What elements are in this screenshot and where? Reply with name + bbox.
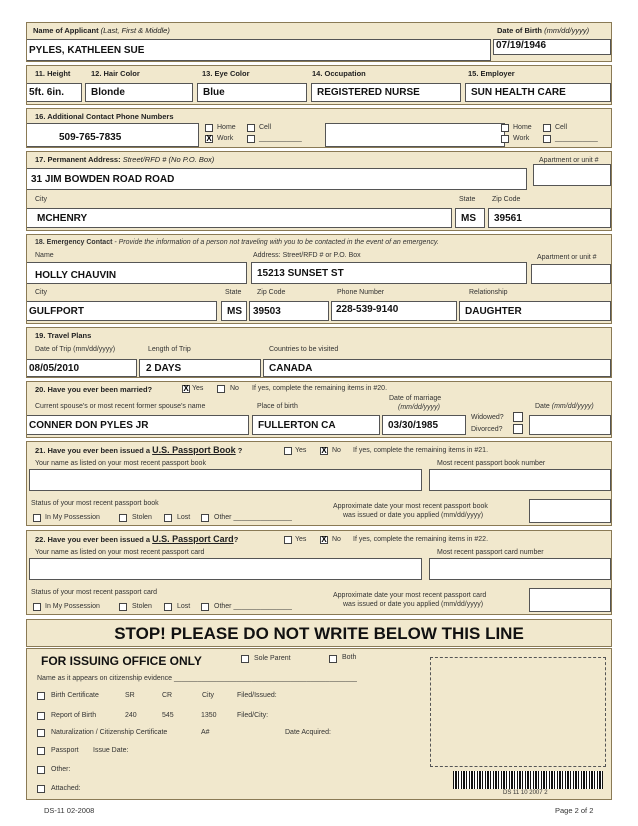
- divorce-date-label: Date (mm/dd/yyyy): [535, 403, 594, 410]
- photo-area: [430, 657, 606, 767]
- n240-label: 240: [125, 712, 137, 719]
- address-apt-field[interactable]: [533, 164, 611, 186]
- eye-label: 13. Eye Color: [202, 69, 250, 78]
- married-note: If yes, complete the remaining items in #20.: [252, 385, 388, 392]
- card-no-checkbox[interactable]: X: [321, 535, 327, 544]
- naturalization-checkbox[interactable]: [37, 729, 45, 737]
- widowed-label: Widowed?: [471, 414, 504, 421]
- book-yes-label: Yes: [295, 447, 307, 454]
- office-title: FOR ISSUING OFFICE ONLY: [41, 654, 202, 668]
- stop-text: STOP! PLEASE DO NOT WRITE BELOW THIS LINE: [114, 624, 524, 643]
- emergency-state-label: State: [225, 289, 242, 296]
- birthplace-field[interactable]: FULLERTON CA: [252, 415, 380, 435]
- emergency-apt-field[interactable]: [531, 264, 611, 284]
- address-zip-field[interactable]: 39561: [488, 208, 611, 228]
- divorce-date-field[interactable]: [529, 415, 611, 435]
- card-name-label: Your name as listed on your most recent passport card: [35, 549, 205, 556]
- marriage-date-label: Date of marriage: [389, 395, 442, 402]
- emergency-rel-label: Relationship: [469, 289, 508, 296]
- book-lost-checkbox[interactable]: [164, 514, 172, 522]
- both-label: Both: [342, 654, 357, 661]
- address-label: 17. Permanent Address: Street/RFD # (No P.O. Box): [35, 155, 215, 164]
- passport-book-section: [26, 441, 612, 526]
- travel-date-field[interactable]: 08/05/2010: [27, 359, 137, 377]
- travel-length-label: Length of Trip: [148, 346, 191, 353]
- report-birth-label: Report of Birth: [51, 712, 97, 719]
- card-note: If yes, complete the remaining items in #22.: [353, 536, 489, 543]
- dob-field[interactable]: 07/19/1946: [493, 39, 611, 55]
- emergency-phone-label: Phone Number: [337, 289, 385, 296]
- address-city-field[interactable]: MCHENRY: [27, 208, 452, 228]
- phone2-other-checkbox[interactable]: [543, 135, 551, 143]
- card-question: 22. Have you ever been issued a U.S. Passport Card?: [35, 534, 239, 544]
- book-date-field[interactable]: [529, 499, 611, 523]
- address-section: [26, 151, 612, 231]
- book-question: 21. Have you ever been issued a U.S. Passport Book ?: [35, 445, 243, 455]
- attached-checkbox[interactable]: [37, 785, 45, 793]
- other-checkbox[interactable]: [37, 766, 45, 774]
- card-other-label: Other _______________: [214, 603, 292, 610]
- eye-field[interactable]: Blue: [197, 83, 307, 102]
- emergency-address-label: Address: Street/RFD # or P.O. Box: [253, 252, 361, 259]
- address-city-label: City: [35, 196, 48, 203]
- date-acquired-label: Date Acquired:: [285, 729, 331, 736]
- form-number: DS-11 02-2008: [44, 806, 95, 815]
- book-other-label: Other _______________: [214, 514, 292, 521]
- report-birth-checkbox[interactable]: [37, 712, 45, 720]
- attached-label: Attached:: [51, 785, 81, 792]
- other-label: Other:: [51, 766, 71, 773]
- book-possession-label: In My Possession: [45, 514, 100, 521]
- phone-1-field[interactable]: 509-765-7835: [27, 123, 199, 147]
- book-number-field[interactable]: [429, 469, 611, 491]
- book-name-label: Your name as listed on your most recent passport book: [35, 460, 206, 467]
- travel-countries-field[interactable]: CANADA: [263, 359, 611, 377]
- card-lost-label: Lost: [177, 603, 191, 610]
- phone-2-field[interactable]: [325, 123, 505, 147]
- travel-length-field[interactable]: 2 DAYS: [139, 359, 261, 377]
- address-apt-label: Apartment or unit #: [539, 157, 599, 164]
- birth-cert-checkbox[interactable]: [37, 692, 45, 700]
- emergency-label: 18. Emergency Contact - Provide the information of a person not traveling with you to be contacted in the event of an emergency.: [35, 239, 439, 246]
- emergency-relationship-field[interactable]: DAUGHTER: [459, 301, 611, 321]
- card-approx-line1: Approximate date your most recent passport card: [333, 592, 487, 599]
- card-stolen-checkbox[interactable]: [119, 603, 127, 611]
- book-lost-label: Lost: [177, 514, 191, 521]
- a-number-label: A#: [201, 729, 210, 736]
- book-no-checkbox[interactable]: X: [321, 446, 327, 455]
- occupation-label: 14. Occupation: [312, 69, 366, 78]
- emergency-apt-label: Apartment or unit #: [537, 254, 597, 261]
- card-possession-checkbox[interactable]: [33, 603, 41, 611]
- marriage-section: [26, 381, 612, 438]
- passport-card-section: [26, 530, 612, 615]
- phone1-other-checkbox[interactable]: [247, 135, 255, 143]
- sr-label: SR: [125, 692, 135, 699]
- emergency-phone-field[interactable]: 228-539-9140: [331, 301, 457, 321]
- phones-section: [26, 108, 612, 148]
- birth-cert-label: Birth Certificate: [51, 692, 99, 699]
- sole-parent-checkbox[interactable]: [241, 655, 249, 663]
- emergency-name-label: Name: [35, 252, 54, 259]
- phone1-cell-checkbox[interactable]: [247, 124, 255, 132]
- phone1-other-line: ___________: [259, 135, 302, 142]
- phone2-work-label: Work: [513, 135, 530, 142]
- book-other-checkbox[interactable]: [201, 514, 209, 522]
- phones-label: 16. Additional Contact Phone Numbers: [35, 112, 174, 121]
- naturalization-label: Naturalization / Citizenship Certificate: [51, 729, 168, 736]
- emergency-state-field[interactable]: MS: [221, 301, 247, 321]
- phone2-other-line: ___________: [555, 135, 598, 142]
- divorced-label: Divorced?: [471, 426, 503, 433]
- travel-date-label: Date of Trip (mm/dd/yyyy): [35, 346, 116, 353]
- married-yes-label: Yes: [192, 385, 204, 392]
- employer-label: 15. Employer: [468, 69, 515, 78]
- evidence-label: Name as it appears on citizenship evidence _______________________________________________: [37, 675, 357, 682]
- card-number-field[interactable]: [429, 558, 611, 580]
- address-zip-label: Zip Code: [492, 196, 521, 203]
- book-status-label: Status of your most recent passport book: [31, 500, 159, 507]
- spouse-label: Current spouse's or most recent former spouse's name: [35, 403, 206, 410]
- widowed-checkbox[interactable]: [513, 412, 523, 422]
- emergency-zip-label: Zip Code: [257, 289, 286, 296]
- marriage-date-hint: (mm/dd/yyyy): [398, 404, 440, 411]
- hair-label: 12. Hair Color: [91, 69, 140, 78]
- married-no-checkbox[interactable]: [217, 385, 225, 393]
- emergency-name-field[interactable]: HOLLY CHAUVIN: [27, 262, 247, 284]
- emergency-city-label: City: [35, 289, 48, 296]
- card-status-label: Status of your most recent passport card: [31, 589, 158, 596]
- card-yes-label: Yes: [295, 536, 307, 543]
- height-label: 11. Height: [35, 69, 71, 78]
- phone1-cell-label: Cell: [259, 124, 272, 131]
- cr-label: CR: [162, 692, 173, 699]
- married-no-label: No: [230, 385, 239, 392]
- phone1-work-label: Work: [217, 135, 234, 142]
- book-name-field[interactable]: [29, 469, 422, 491]
- card-approx-line2: was issued or date you applied (mm/dd/yyyy): [343, 601, 484, 608]
- married-question: 20. Have you ever been married?: [35, 385, 153, 394]
- hair-field[interactable]: Blonde: [85, 83, 193, 102]
- applicant-section: [26, 22, 612, 62]
- n545-label: 545: [162, 712, 174, 719]
- phone2-cell-label: Cell: [555, 124, 568, 131]
- emergency-section: [26, 234, 612, 324]
- address-street-field[interactable]: 31 JIM BOWDEN ROAD ROAD: [27, 168, 527, 190]
- phone2-home-checkbox[interactable]: [501, 124, 509, 132]
- emergency-street-field[interactable]: 15213 SUNSET ST: [251, 262, 527, 284]
- book-note: If yes, complete the remaining items in #21.: [353, 447, 489, 454]
- filed-issued-label: Filed/Issued:: [237, 692, 277, 699]
- card-lost-checkbox[interactable]: [164, 603, 172, 611]
- book-approx-line1: Approximate date your most recent passport book: [333, 503, 488, 510]
- phone1-home-label: Home: [217, 124, 236, 131]
- emergency-city-field[interactable]: GULFPORT: [27, 301, 217, 321]
- passport-checkbox[interactable]: [37, 747, 45, 755]
- name-field[interactable]: PYLES, KATHLEEN SUE: [27, 39, 491, 61]
- passport-label: Passport: [51, 747, 79, 754]
- height-field[interactable]: 5ft. 6in.: [27, 83, 82, 102]
- stop-banner: [26, 619, 612, 647]
- card-stolen-label: Stolen: [132, 603, 152, 610]
- barcode: [453, 771, 603, 789]
- card-possession-label: In My Possession: [45, 603, 100, 610]
- n1350-label: 1350: [201, 712, 217, 719]
- phone1-home-checkbox[interactable]: [205, 124, 213, 132]
- travel-section: [26, 327, 612, 378]
- phone2-work-checkbox[interactable]: [501, 135, 509, 143]
- travel-label: 19. Travel Plans: [35, 331, 92, 340]
- divorced-checkbox[interactable]: [513, 424, 523, 434]
- birthplace-label: Place of birth: [257, 403, 298, 410]
- employer-field[interactable]: SUN HEALTH CARE: [465, 83, 611, 102]
- page-number: Page 2 of 2: [555, 806, 594, 815]
- book-approx-line2: was issued or date you applied (mm/dd/yyyy): [343, 512, 484, 519]
- name-label: Name of Applicant (Last, First & Middle): [33, 26, 170, 35]
- book-number-label: Most recent passport book number: [437, 460, 546, 467]
- card-name-field[interactable]: [29, 558, 422, 580]
- card-no-label: No: [332, 536, 341, 543]
- book-possession-checkbox[interactable]: [33, 514, 41, 522]
- card-number-label: Most recent passport card number: [437, 549, 544, 556]
- travel-countries-label: Countries to be visited: [269, 346, 339, 353]
- phone1-work-checkbox[interactable]: X: [206, 134, 212, 143]
- phone2-cell-checkbox[interactable]: [543, 124, 551, 132]
- filed-city-label: Filed/City:: [237, 712, 269, 719]
- sole-parent-label: Sole Parent: [254, 655, 291, 662]
- spouse-name-field[interactable]: CONNER DON PYLES JR: [27, 415, 249, 435]
- marriage-date-field[interactable]: 03/30/1985: [382, 415, 466, 435]
- issue-date-label: Issue Date:: [93, 747, 129, 754]
- city-label: City: [202, 692, 215, 699]
- book-stolen-label: Stolen: [132, 514, 152, 521]
- dob-label: Date of Birth (mm/dd/yyyy): [497, 26, 590, 35]
- married-yes-checkbox[interactable]: X: [183, 384, 189, 393]
- barcode-text: DS 11 10 2007 2: [503, 790, 548, 796]
- book-yes-checkbox[interactable]: [284, 447, 292, 455]
- card-date-field[interactable]: [529, 588, 611, 612]
- occupation-field[interactable]: REGISTERED NURSE: [311, 83, 461, 102]
- both-checkbox[interactable]: [329, 655, 337, 663]
- emergency-zip-field[interactable]: 39503: [249, 301, 329, 321]
- issuing-office-section: [26, 648, 612, 800]
- address-state-field[interactable]: MS: [455, 208, 485, 228]
- card-other-checkbox[interactable]: [201, 603, 209, 611]
- address-state-label: State: [459, 196, 476, 203]
- phone2-home-label: Home: [513, 124, 532, 131]
- book-stolen-checkbox[interactable]: [119, 514, 127, 522]
- book-no-label: No: [332, 447, 341, 454]
- card-yes-checkbox[interactable]: [284, 536, 292, 544]
- physical-section: [26, 65, 612, 105]
